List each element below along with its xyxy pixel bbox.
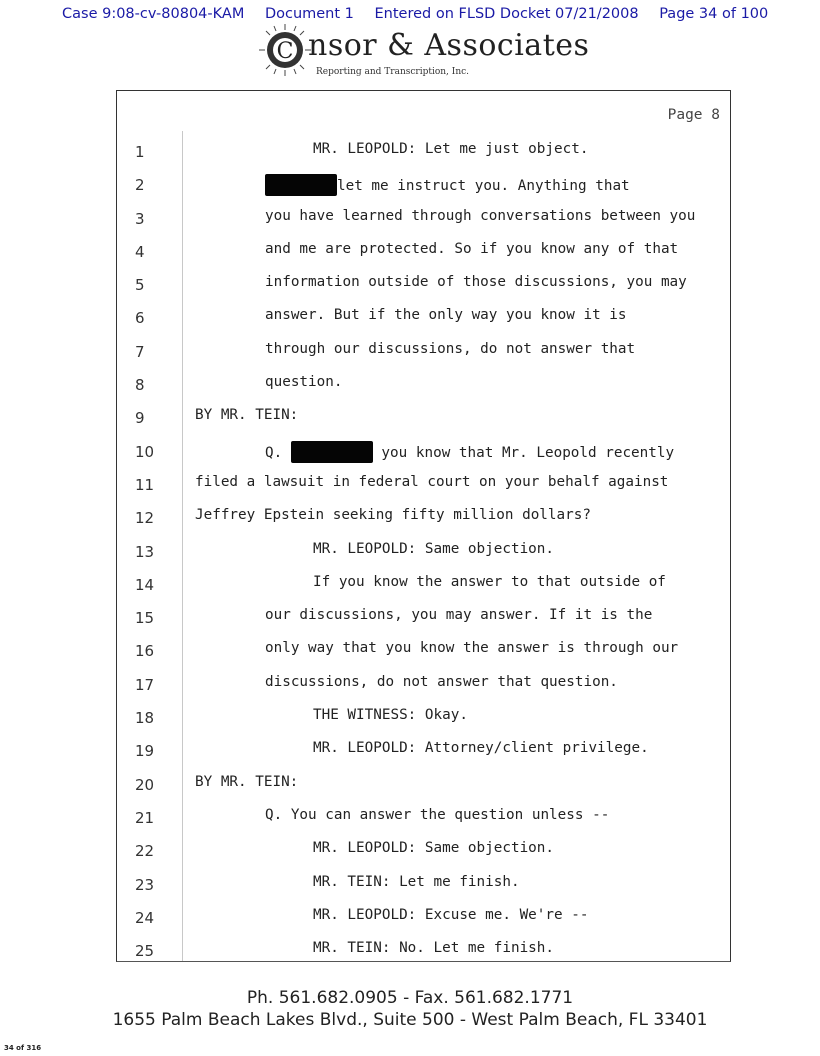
transcript-line <box>117 636 730 669</box>
line-number: 18 <box>135 709 155 728</box>
line-number: 10 <box>135 442 155 461</box>
transcript-line <box>117 204 730 237</box>
transcript-line <box>117 370 730 403</box>
line-number: 3 <box>135 209 145 228</box>
transcript-line <box>117 936 730 969</box>
line-text <box>195 474 668 490</box>
transcript-line <box>117 437 730 470</box>
transcript-line <box>117 403 730 436</box>
transcript-line <box>117 570 730 603</box>
line-number: 23 <box>135 875 155 894</box>
line-number: 8 <box>135 376 145 395</box>
line-text-part: MR. TEIN: No. Let me finish. <box>313 940 555 957</box>
transcript-page-label: Page 8 <box>667 107 720 123</box>
page-of-total: Page 34 of 100 <box>659 6 769 22</box>
reporter-subtitle: Reporting and Transcription, Inc. <box>316 67 470 77</box>
transcript-line <box>117 303 730 336</box>
line-text-part: MR. LEOPOLD: Let me just object. <box>313 141 589 157</box>
line-text-part: through our discussions, do not answer that <box>265 340 636 357</box>
line-text-part: MR. LEOPOLD: Excuse me. We're -- <box>313 906 589 923</box>
line-text <box>265 441 674 463</box>
line-number: 7 <box>135 342 145 361</box>
line-text-part: filed a lawsuit in federal court on your behalf against <box>195 473 669 490</box>
line-number: 12 <box>135 509 155 528</box>
line-number: 14 <box>135 575 155 594</box>
line-number: 25 <box>135 942 155 961</box>
line-text-part: only way that you know the answer is through our <box>265 640 679 657</box>
line-text <box>313 707 468 723</box>
line-text-part: If you know the answer to that outside of <box>313 573 666 590</box>
line-text-part: let me instruct you. Anything that <box>337 178 630 195</box>
transcript-line <box>117 670 730 703</box>
line-text <box>195 407 298 423</box>
line-text-part: BY MR. TEIN: <box>195 773 299 790</box>
line-number: 20 <box>135 775 155 794</box>
line-text <box>195 507 591 523</box>
line-text-part: you know that Mr. Leopold recently <box>372 444 675 461</box>
line-text-part: MR. LEOPOLD: Attorney/client privilege. <box>313 740 649 757</box>
line-text <box>313 840 554 856</box>
transcript-line <box>117 470 730 503</box>
transcript-line <box>117 736 730 769</box>
line-text <box>313 907 588 923</box>
line-text <box>195 774 298 790</box>
transcript-line <box>117 337 730 370</box>
line-text-part: BY MR. TEIN: <box>195 407 299 424</box>
line-text-part: you have learned through conversations between you <box>265 207 696 224</box>
docket-entry: Entered on FLSD Docket 07/21/2008 <box>374 6 639 22</box>
line-number: 13 <box>135 542 155 561</box>
line-text <box>265 674 618 690</box>
line-text-part: Jeffrey Epstein seeking fifty million dollars? <box>195 507 591 524</box>
transcript-line <box>117 870 730 903</box>
line-text-part: Q. <box>265 444 291 461</box>
line-text <box>313 574 666 590</box>
transcript-line <box>117 237 730 270</box>
transcript-line <box>117 703 730 736</box>
transcript-line <box>117 836 730 869</box>
line-text <box>265 807 609 823</box>
line-number: 9 <box>135 409 145 428</box>
line-text <box>265 241 678 257</box>
reporter-name: nsor & Associates <box>308 28 590 63</box>
line-text <box>265 640 678 656</box>
line-text-part: Q. You can answer the question unless -- <box>265 806 610 823</box>
transcript-line <box>117 170 730 203</box>
line-text <box>265 307 627 323</box>
line-text-part: answer. But if the only way you know it is <box>265 307 627 324</box>
docket-header <box>62 6 782 22</box>
transcript-page <box>116 90 731 962</box>
transcript-line <box>117 770 730 803</box>
transcript-line <box>117 603 730 636</box>
line-number: 4 <box>135 242 145 261</box>
line-text-part: and me are protected. So if you know any of that <box>265 240 679 257</box>
line-number: 24 <box>135 908 155 927</box>
case-number: Case 9:08-cv-80804-KAM <box>62 6 245 22</box>
line-text <box>313 740 649 756</box>
line-text-part: discussions, do not answer that question. <box>265 673 618 690</box>
transcript-lines <box>117 137 730 969</box>
line-number: 6 <box>135 309 145 328</box>
line-number: 5 <box>135 276 145 295</box>
line-text <box>265 374 342 390</box>
line-text-part: MR. TEIN: Let me finish. <box>313 873 520 890</box>
line-text <box>313 541 554 557</box>
line-text <box>313 874 520 890</box>
line-text-part: MR. LEOPOLD: Same objection. <box>313 840 555 857</box>
transcript-line <box>117 803 730 836</box>
globe-logo-icon <box>258 22 312 78</box>
line-text <box>313 141 588 157</box>
line-text-part: information outside of those discussions, you may <box>265 274 687 291</box>
line-text-part: MR. LEOPOLD: Same objection. <box>313 540 555 557</box>
line-number: 2 <box>135 176 145 195</box>
line-number: 16 <box>135 642 155 661</box>
svg-text:C: C <box>276 39 294 64</box>
redaction-block <box>291 441 373 463</box>
line-number: 21 <box>135 808 155 827</box>
line-number: 1 <box>135 143 145 161</box>
footer-phone: Ph. 561.682.0905 - Fax. 561.682.1771 <box>246 988 574 1008</box>
transcript-line <box>117 503 730 536</box>
line-text-part: our discussions, you may answer. If it is the <box>265 607 653 624</box>
line-text-part: THE WITNESS: Okay. <box>313 707 468 724</box>
line-number: 17 <box>135 675 155 694</box>
line-text <box>265 174 630 196</box>
line-number: 11 <box>135 475 155 494</box>
line-text <box>313 940 554 956</box>
redaction-block <box>265 174 337 196</box>
line-text <box>265 341 635 357</box>
line-text <box>265 208 695 224</box>
line-text <box>265 274 687 290</box>
page-count: 34 of 316 <box>4 1044 42 1052</box>
line-number: 15 <box>135 609 155 628</box>
transcript-line <box>117 537 730 570</box>
document-number: Document 1 <box>264 6 354 22</box>
transcript-line <box>117 137 730 170</box>
footer-address: 1655 Palm Beach Lakes Blvd., Suite 500 - West Palm Beach, FL 33401 <box>112 1010 708 1030</box>
reporter-logo <box>258 22 588 82</box>
line-number: 22 <box>135 842 155 861</box>
transcript-line <box>117 270 730 303</box>
line-text <box>265 607 652 623</box>
line-number: 19 <box>135 742 155 761</box>
line-text-part: question. <box>265 374 343 391</box>
transcript-line <box>117 903 730 936</box>
